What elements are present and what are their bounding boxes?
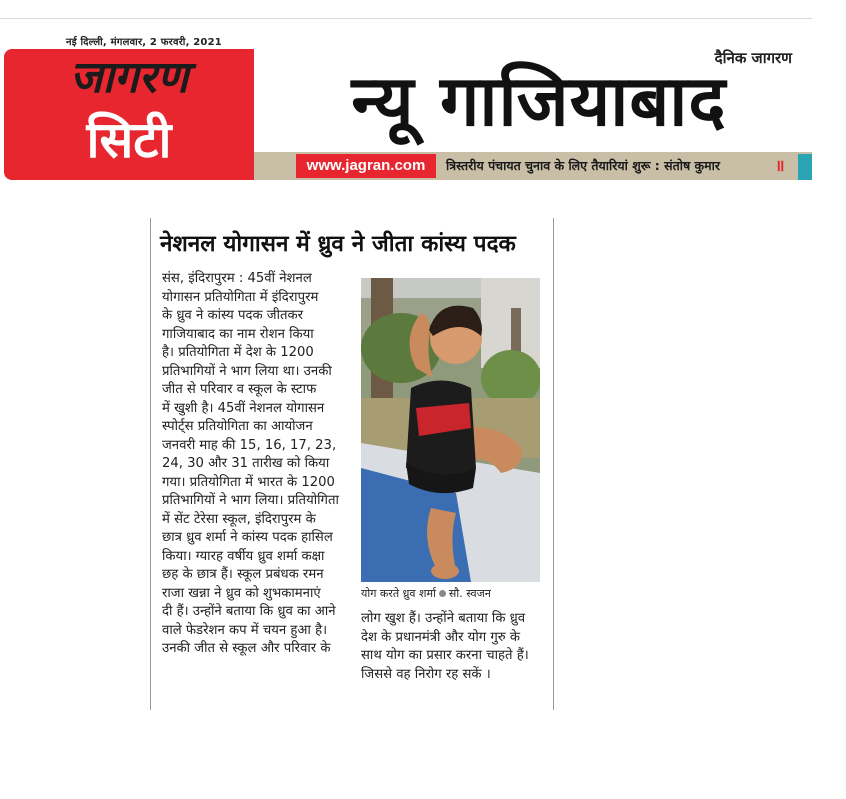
edition-city-title: न्यू गाजियाबाद (351, 60, 727, 142)
article-text-line: छात्र ध्रुव शर्मा ने कांस्य पदक हासिल (162, 530, 333, 545)
article-photo (361, 278, 540, 582)
top-divider (0, 18, 812, 19)
article-text-line: साथ योग का प्रसार करना चाहते हैं। (361, 648, 529, 663)
yoga-boy-photo (361, 278, 540, 582)
article-text-line: 24, 30 और 31 तारीख को किया (162, 456, 330, 471)
teaser-headline[interactable]: त्रिस्तरीय पंचायत चुनाव के लिए तैयारियां शुरू : संतोष कुमार (446, 158, 720, 173)
website-link[interactable]: www.jagran.com (296, 154, 436, 178)
article-text-line: स्पोर्ट्स प्रतियोगिता का आयोजन (162, 419, 313, 434)
article-text-line: के ध्रुव ने कांस्य पदक जीतकर (162, 308, 304, 323)
article-left-rule (150, 218, 151, 710)
caption-text: योग करते ध्रुव शर्मा (361, 587, 436, 600)
edge-accent (798, 154, 812, 180)
article-text-line: उनकी जीत से स्कूल और परिवार के (162, 641, 331, 656)
article-body-left-column (162, 270, 352, 659)
article-text-line: देश के प्रधानमंत्री और योग गुरु के (361, 629, 520, 645)
bullet-icon (439, 590, 446, 597)
article-text-line: में सेंट टेरेसा स्कूल, इंदिरापुरम के (162, 511, 316, 527)
article-text-line: प्रतिभागियों ने भाग लिया था। उनकी (162, 363, 332, 379)
article-text-line: प्रतिभागियों ने भाग लिया। प्रतियोगिता (162, 493, 339, 508)
article-text-line: योगासन प्रतियोगिता में इंदिरापुरम (162, 289, 319, 305)
article-headline: नेशनल योगासन में ध्रुव ने जीता कांस्य पदक (160, 231, 516, 257)
article-body-right-column (361, 610, 551, 684)
teaser-mark: ॥ (775, 156, 785, 175)
article-text-line: किया। ग्यारह वर्षीय ध्रुव शर्मा कक्षा (162, 548, 325, 564)
photo-credit: सौ. स्वजन (448, 587, 491, 600)
brand-title-line2: सिटी (86, 111, 172, 169)
article-text-line: वाले फेडरेशन कप में चयन हुआ है। (162, 622, 328, 638)
article-text-line: संस, इंदिरापुरम : 45वीं नेशनल (162, 271, 312, 286)
article-text-line: दी हैं। उन्होंने बताया कि ध्रुव का आने (162, 604, 336, 619)
article-text-line: लोग खुश हैं। उन्होंने बताया कि ध्रुव (361, 611, 526, 626)
article-text-line: है। प्रतियोगिता में देश के 1200 (162, 345, 314, 360)
photo-caption (361, 586, 491, 602)
article-text-line: गया। प्रतियोगिता में भारत के 1200 (162, 474, 335, 490)
article-text-line: जनवरी माह की 15, 16, 17, 23, (162, 437, 337, 453)
brand-title-line1: जागरण (69, 52, 189, 103)
article-text-line: जीत से परिवार व स्कूल के स्टाफ (162, 382, 317, 397)
article-text-line: में खुशी है। 45वीं नेशनल योगासन (162, 400, 325, 416)
article-right-rule (553, 218, 554, 710)
article-text-line: राजा खन्ना ने ध्रुव को शुभकामनाएं (162, 585, 321, 601)
article-text-line: गाजियाबाद का नाम रोशन किया (162, 326, 314, 342)
masthead (0, 18, 812, 184)
paper-name: दैनिक जागरण (714, 49, 792, 67)
article-text-line: जिससे वह निरोग रह सकें । (361, 666, 491, 682)
article-text-line: छह के छात्र हैं। स्कूल प्रबंधक रमन (162, 567, 324, 582)
dateline: नई दिल्ली, मंगलवार, 2 फरवरी, 2021 (66, 37, 222, 48)
